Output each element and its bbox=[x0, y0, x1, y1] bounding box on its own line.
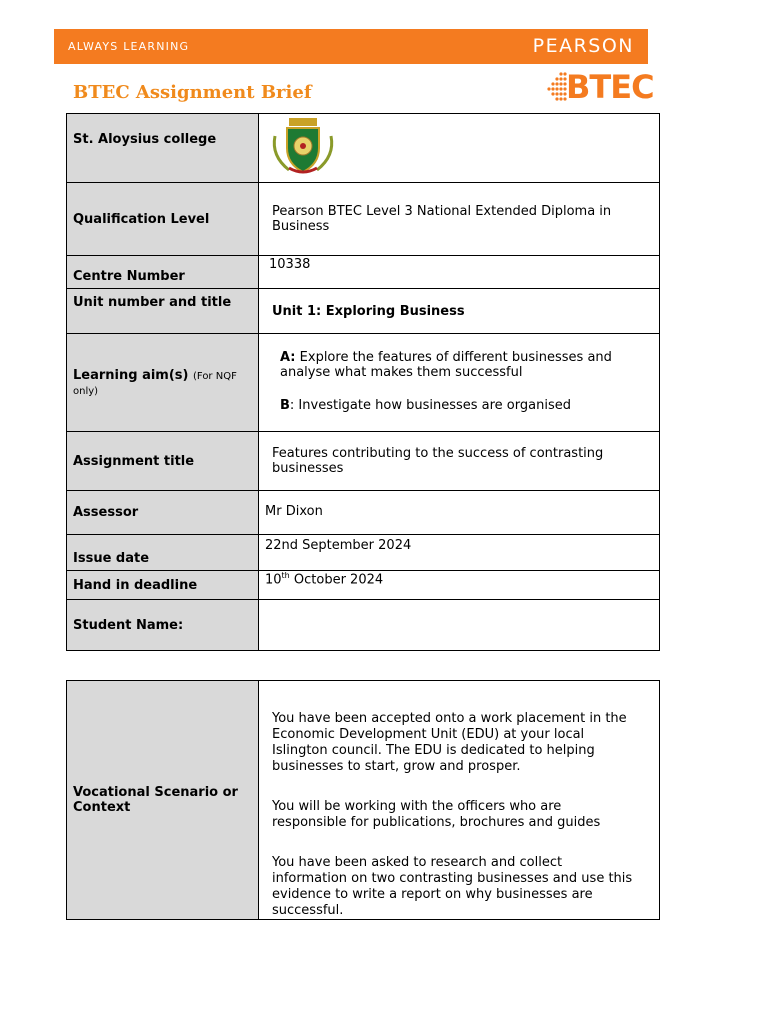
aim-b bbox=[280, 398, 659, 414]
learning-aims-label: Learning aim(s) bbox=[73, 367, 189, 383]
scenario-paragraph: You will be working with the officers who are responsible for publications, brochures and guides bbox=[272, 799, 601, 830]
assessor-label: Assessor bbox=[67, 491, 259, 535]
assignment-title-label: Assignment title bbox=[67, 432, 259, 491]
assignment-details-table bbox=[66, 113, 660, 651]
btec-dots-icon bbox=[546, 70, 568, 106]
college-crest-cell bbox=[259, 114, 660, 183]
aim-a bbox=[280, 350, 659, 380]
learning-aims-value bbox=[259, 334, 660, 432]
scenario-paragraph: You have been asked to research and collect information on two contrasting businesses and use this evidence to write a report on why businesses are successful. bbox=[272, 855, 633, 918]
aim-a-text: Explore the features of different businesses and analyse what makes them successful bbox=[280, 350, 612, 380]
scenario-paragraph: You have been accepted onto a work placement in the Economic Development Unit (EDU) at your local Islington council. The EDU is dedicated to helping businesses to start, grow and prosper. bbox=[272, 711, 627, 774]
btec-logo-text: BTEC bbox=[566, 68, 654, 106]
aim-b-text: : Investigate how businesses are organised bbox=[289, 398, 571, 413]
unit-label: Unit number and title bbox=[67, 289, 259, 334]
scenario-text bbox=[259, 681, 660, 920]
banner-tagline: ALWAYS LEARNING bbox=[68, 40, 190, 53]
aim-a-key: A: bbox=[280, 350, 296, 365]
deadline-value bbox=[259, 571, 660, 600]
qualification-value: Pearson BTEC Level 3 National Extended Diploma in Business bbox=[259, 183, 660, 256]
college-name: St. Aloysius college bbox=[67, 114, 259, 183]
btec-logo bbox=[546, 68, 654, 108]
unit-value: Unit 1: Exploring Business bbox=[259, 289, 660, 334]
page-title: BTEC Assignment Brief bbox=[73, 82, 312, 103]
pearson-logo: PEARSON bbox=[532, 35, 634, 57]
scenario-table bbox=[66, 680, 660, 920]
deadline-rest: October 2024 bbox=[289, 572, 384, 588]
learning-aims-note: (For NQF only) bbox=[73, 370, 237, 397]
assignment-title-value: Features contributing to the success of contrasting businesses bbox=[259, 432, 660, 491]
student-name-label: Student Name: bbox=[67, 600, 259, 651]
student-name-field[interactable] bbox=[259, 600, 660, 651]
scenario-label: Vocational Scenario or Context bbox=[67, 681, 259, 920]
deadline-day: 10 bbox=[265, 572, 282, 588]
qualification-label: Qualification Level bbox=[67, 183, 259, 256]
deadline-suffix: th bbox=[281, 571, 290, 580]
assessor-value: Mr Dixon bbox=[259, 491, 660, 535]
pearson-banner bbox=[54, 29, 648, 64]
learning-aims-label-cell bbox=[67, 334, 259, 432]
aim-b-key: B bbox=[280, 398, 290, 413]
college-crest-icon bbox=[269, 116, 337, 176]
centre-number-value: 10338 bbox=[259, 256, 660, 289]
issue-date-label: Issue date bbox=[67, 535, 259, 571]
deadline-label: Hand in deadline bbox=[67, 571, 259, 600]
issue-date-value: 22nd September 2024 bbox=[259, 535, 660, 571]
centre-number-label: Centre Number bbox=[67, 256, 259, 289]
